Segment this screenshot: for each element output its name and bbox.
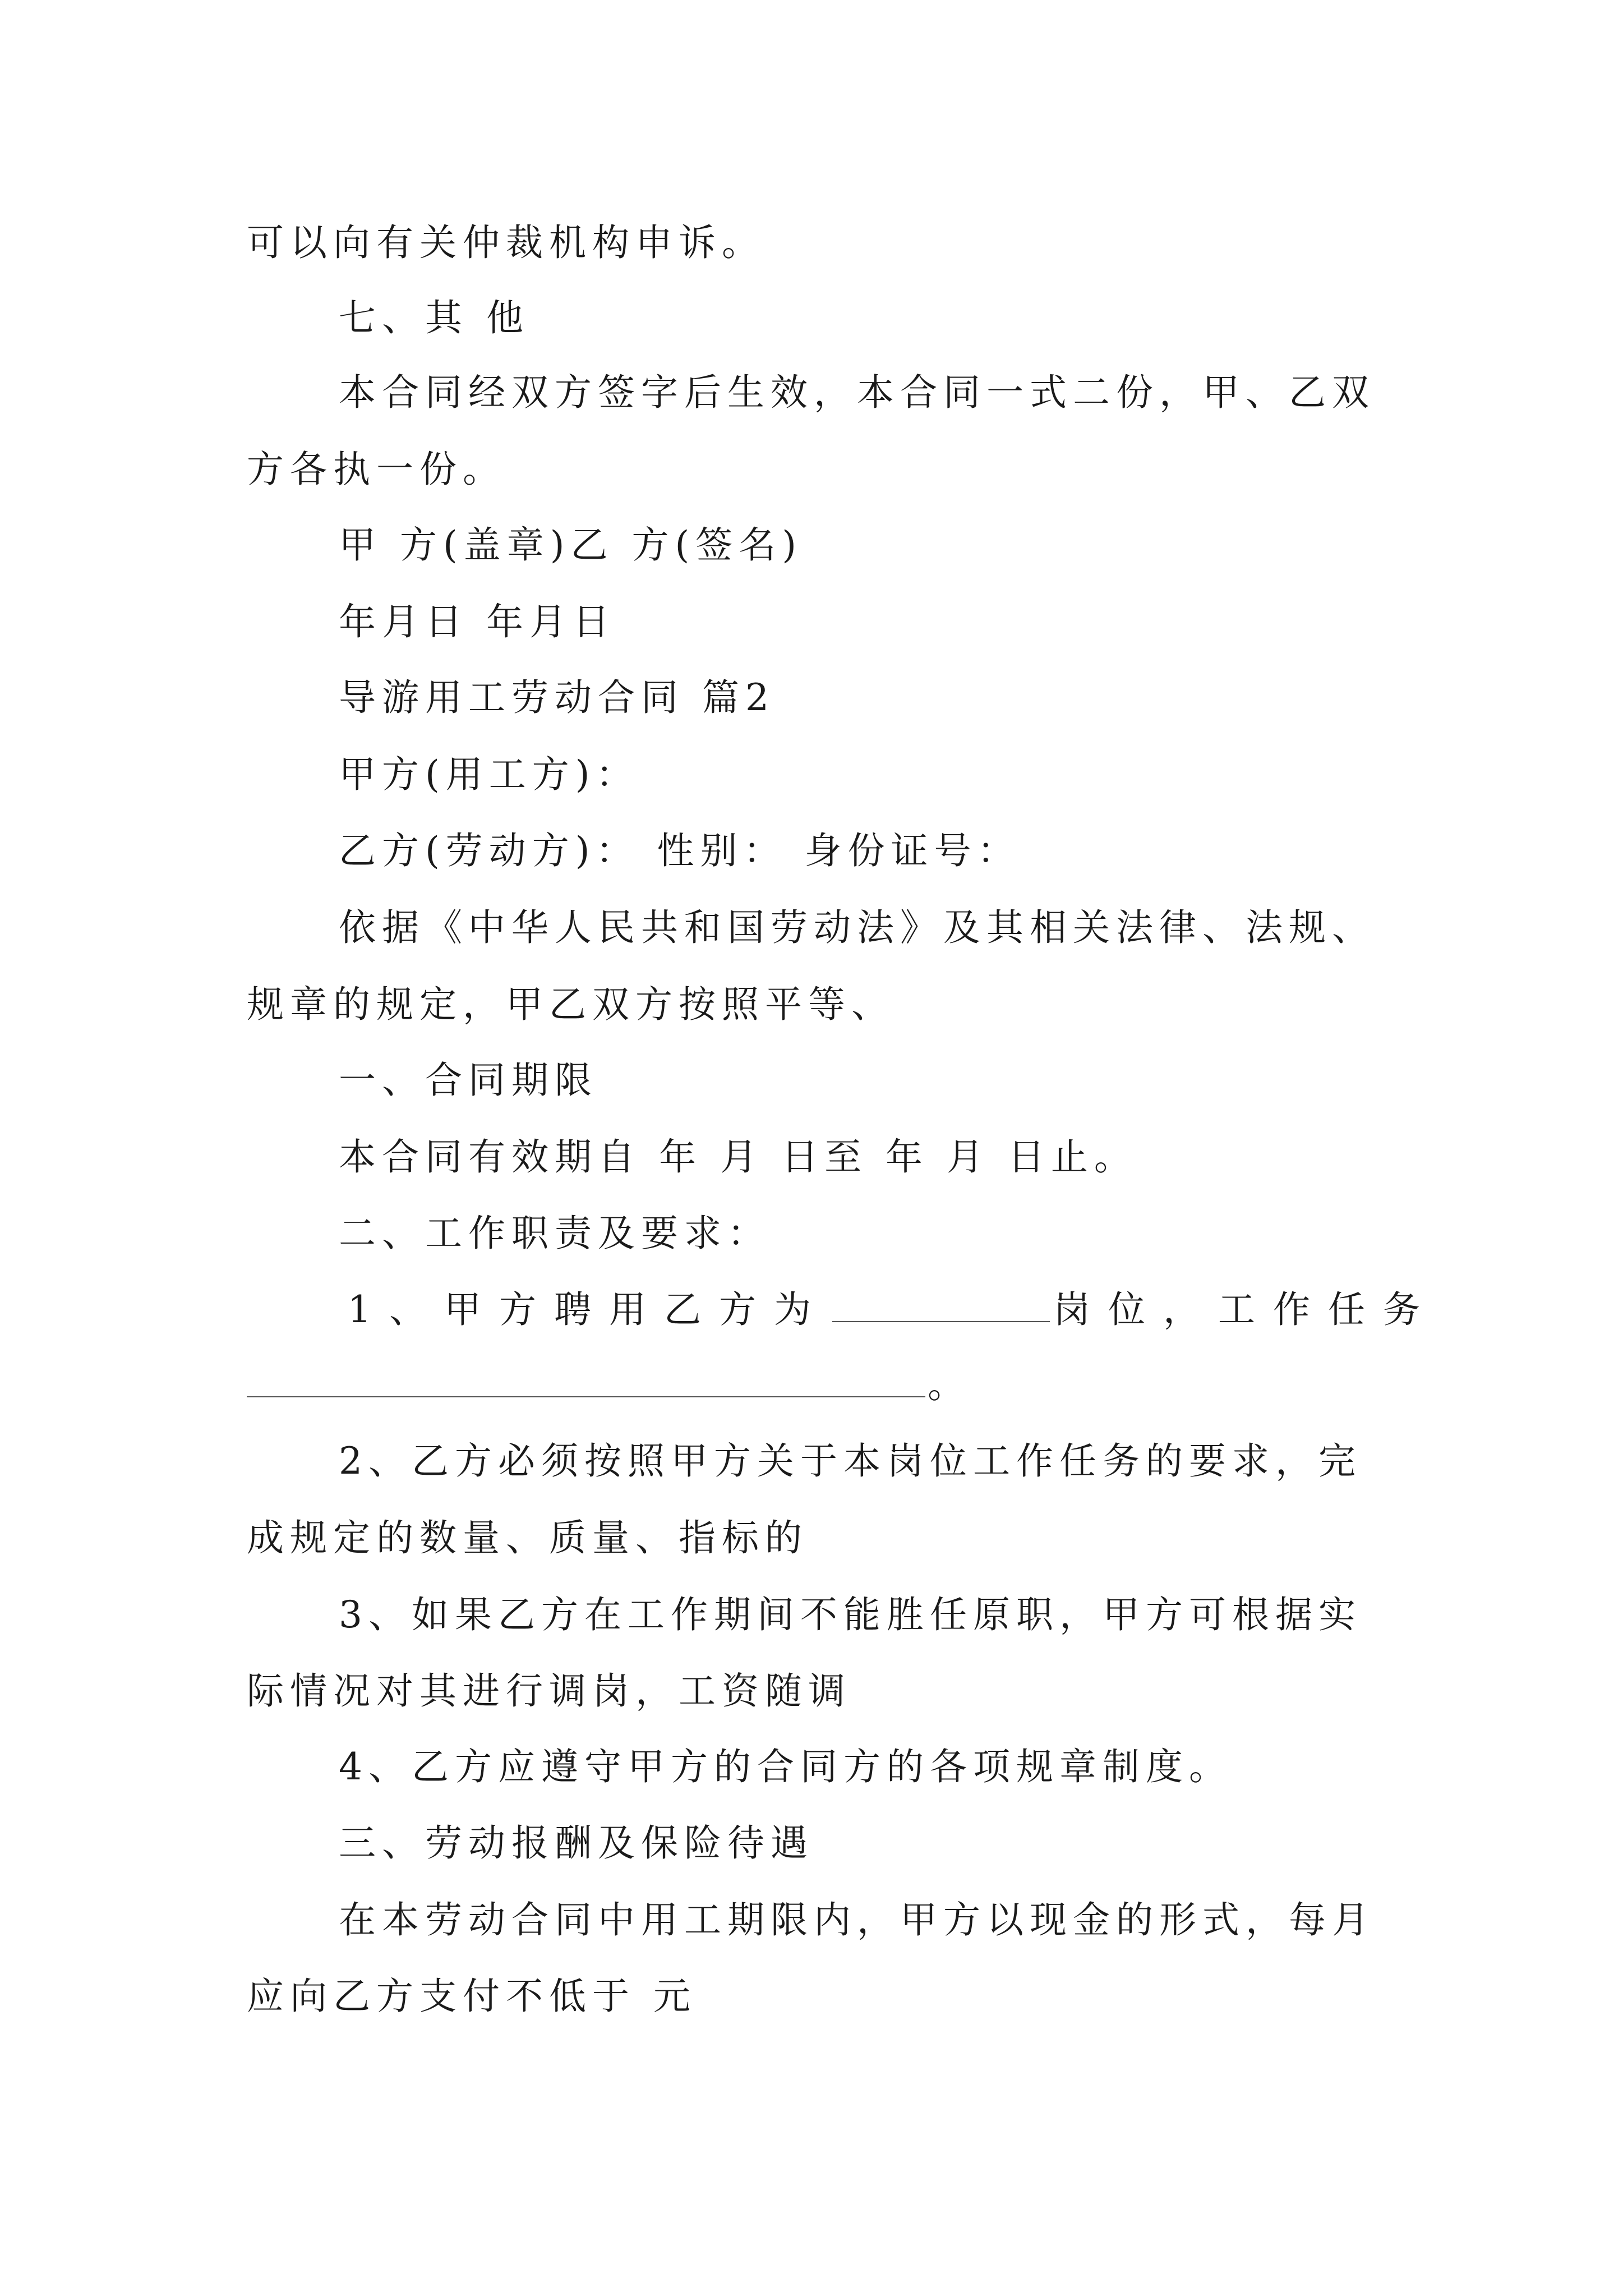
text-line: 可以向有关仲裁机构申诉。 <box>247 221 765 264</box>
section-heading: 一、合同期限 <box>339 1059 598 1102</box>
duty-line-continued <box>247 1360 971 1410</box>
party-a-line: 甲方(用工方)： <box>339 753 639 796</box>
duty-line-prefix: 1、甲方聘用乙方为 <box>348 1288 829 1331</box>
signature-line: 甲 方(盖章)乙 方(签名) <box>339 523 803 567</box>
duty-line-end: 。 <box>928 1363 971 1406</box>
duty-line <box>348 1285 1438 1335</box>
text-line: 依据《中华人民共和国劳动法》及其相关法律、法规、 <box>339 906 1375 949</box>
text-line: 规章的规定，甲乙双方按照平等、 <box>247 983 895 1026</box>
text-line: 在本劳动合同中用工期限内，甲方以现金的形式，每月 <box>339 1898 1375 1941</box>
section-heading: 七、其 他 <box>339 296 529 339</box>
section-heading: 二、工作职责及要求： <box>339 1212 771 1255</box>
text-line: 本合同有效期自 年 月 日至 年 月 日止。 <box>339 1135 1137 1179</box>
document-title: 导游用工劳动合同 篇2 <box>339 676 775 719</box>
text-line: 方各执一份。 <box>247 448 506 491</box>
text-line: 4、乙方应遵守甲方的合同方的各项规章制度。 <box>339 1745 1232 1788</box>
task-blank <box>247 1364 925 1397</box>
text-line: 本合同经双方签字后生效，本合同一式二份，甲、乙双 <box>339 371 1375 414</box>
section-heading: 三、劳动报酬及保险待遇 <box>339 1821 814 1865</box>
text-line: 3、如果乙方在工作期间不能胜任原职，甲方可根据实 <box>339 1593 1362 1636</box>
duty-line-suffix: 岗位，工作任务 <box>1053 1288 1438 1331</box>
text-line: 成规定的数量、质量、指标的 <box>247 1516 808 1559</box>
text-line: 2、乙方必须按照甲方关于本岗位工作任务的要求，完 <box>339 1439 1362 1483</box>
position-blank <box>832 1289 1050 1322</box>
text-line: 际情况对其进行调岗，工资随调 <box>247 1669 851 1713</box>
party-b-line: 乙方(劳动方)： 性别： 身份证号： <box>339 829 1021 872</box>
text-line: 应向乙方支付不低于 元 <box>247 1975 697 2018</box>
date-line: 年月日 年月日 <box>339 600 616 643</box>
